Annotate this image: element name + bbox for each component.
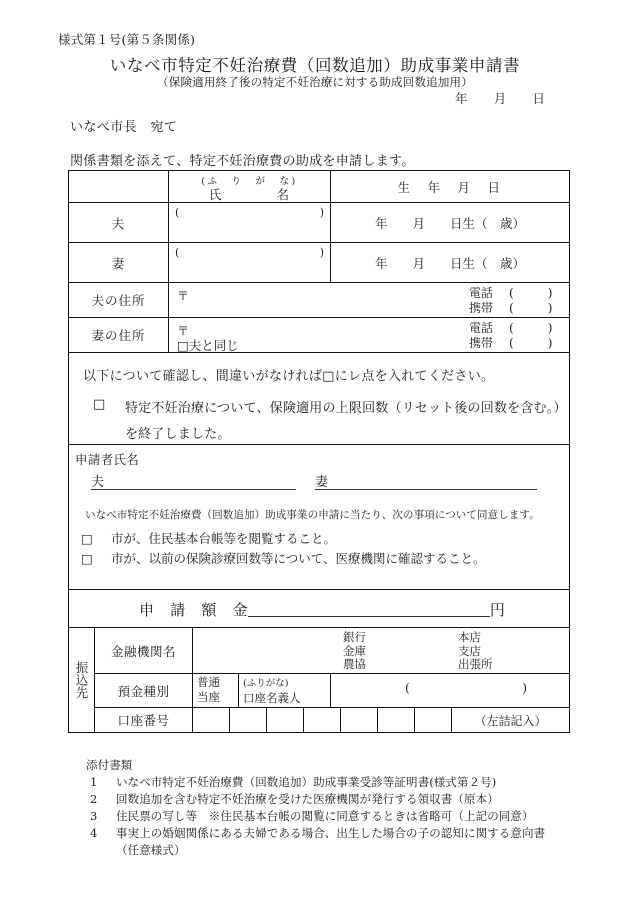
- husband-signature-field[interactable]: 夫: [91, 471, 296, 490]
- tel-label: 電話: [469, 286, 494, 300]
- institution-type-group[interactable]: [343, 631, 366, 672]
- date-day-label: 日: [532, 91, 546, 106]
- date-month-label: 月: [493, 91, 507, 106]
- addressee: いなべ市長 宛て: [70, 120, 178, 135]
- paren-close: ): [319, 206, 324, 219]
- husband-address-input[interactable]: [169, 283, 569, 317]
- institution-type-2[interactable]: 農協: [343, 657, 366, 671]
- tel-paren-open: (: [509, 286, 514, 300]
- attachment-number: 3: [90, 809, 98, 823]
- branch-type-0[interactable]: 本店: [458, 630, 481, 644]
- bank-side-label-text: 振込先: [74, 661, 89, 699]
- confirmation-checkbox[interactable]: □: [93, 397, 106, 412]
- row-label-husband-address: 夫の住所: [69, 283, 169, 317]
- attachments-list: [86, 757, 545, 859]
- list-item: [86, 774, 545, 791]
- amount-label-gaku: 額: [201, 601, 217, 619]
- postal-mark-icon: 〒: [177, 289, 190, 303]
- amount-line: [139, 599, 505, 620]
- attachment-text-continued: （任意様式）: [116, 843, 186, 857]
- attachment-number: 4: [90, 826, 98, 840]
- attachment-number: 2: [90, 792, 98, 806]
- same-as-husband-checkbox[interactable]: □夫と同じ: [177, 338, 239, 353]
- attachments-heading: 添付書類: [86, 758, 133, 772]
- bank-institution-row: [95, 628, 569, 674]
- list-item: [86, 808, 545, 825]
- agreement-item-1[interactable]: [81, 529, 336, 547]
- applicant-body: [69, 445, 569, 589]
- holder-paren-open: (: [405, 681, 410, 695]
- table-row: [69, 203, 569, 243]
- deposit-type-label: 預金種別: [95, 674, 193, 707]
- paren-pair: [175, 206, 324, 219]
- account-digit-cell[interactable]: [230, 708, 267, 732]
- account-digit-cell[interactable]: [267, 708, 304, 732]
- birth-label: 生 年 月 日: [397, 179, 503, 195]
- applicant-title: 申請者氏名: [75, 452, 140, 467]
- row-label-wife: 妻: [69, 243, 169, 282]
- holder-furigana-label: (ふりがな): [243, 678, 289, 689]
- bank-side-label: [69, 628, 95, 732]
- agreement-checkbox-2[interactable]: □: [81, 551, 93, 566]
- wife-name-input[interactable]: [169, 243, 331, 282]
- mobile-label: 携帯: [469, 301, 494, 315]
- table-row: [69, 283, 569, 318]
- furigana-label: (ふ り が な): [201, 176, 298, 187]
- list-item: [86, 791, 545, 808]
- header-birth-cell: [331, 171, 569, 202]
- attachment-text: 住民票の写し等 ※住民基本台帳の閲覧に同意するときは省略可（上記の同意）: [116, 809, 534, 823]
- institution-type-0[interactable]: 銀行: [343, 630, 366, 644]
- wife-signature-field[interactable]: 妻: [315, 471, 537, 490]
- wife-phone-block: [469, 321, 552, 351]
- header-blank-cell: [69, 171, 169, 202]
- attachment-number: 1: [90, 775, 98, 789]
- agreement-text-1: 市が、住民基本台帳等を閲覧すること。: [111, 531, 337, 546]
- mobile-paren-close: ): [547, 336, 553, 350]
- institution-label: 金融機関名: [95, 628, 193, 673]
- confirmation-item-line1: 特定不妊治療について、保険適用の上限回数（リセット後の回数を含む。）: [125, 401, 567, 416]
- date-line: [455, 89, 545, 107]
- paren-pair: [175, 246, 324, 259]
- wife-birth-text: 年 月 日生（ 歳）: [374, 255, 525, 271]
- amount-label-shin: 申: [139, 601, 155, 619]
- paren-open: (: [175, 206, 180, 219]
- agreement-item-2[interactable]: [81, 549, 486, 567]
- account-holder-label: [239, 674, 331, 707]
- branch-type-2[interactable]: 出張所: [458, 657, 493, 671]
- amount-label-sei: 請: [170, 601, 186, 619]
- confirmation-body: [69, 353, 569, 444]
- paren-open: (: [175, 246, 180, 259]
- attachment-text: いなべ市特定不妊治療費（回数追加）助成事業受診等証明書(様式第２号): [116, 775, 497, 789]
- branch-type-group[interactable]: [458, 631, 493, 672]
- account-digit-cell[interactable]: [304, 708, 341, 732]
- wife-address-input[interactable]: [169, 318, 569, 352]
- account-digit-cell[interactable]: [378, 708, 415, 732]
- amount-unit: 円: [489, 601, 506, 619]
- name-label: 氏 名: [208, 187, 290, 202]
- form-number: 様式第１号(第５条関係): [58, 32, 196, 47]
- amount-label-kin: 金: [232, 601, 248, 619]
- amount-body: [69, 590, 569, 627]
- table-row: [69, 243, 569, 283]
- deposit-type-options[interactable]: [193, 674, 239, 707]
- intro-statement: 関係書類を添えて、特定不妊治療費の助成を申請します。: [70, 154, 415, 169]
- agreement-checkbox-1[interactable]: □: [81, 531, 93, 546]
- bank-transfer-section: [69, 628, 569, 732]
- husband-birth-input[interactable]: [331, 203, 569, 242]
- confirmation-item-line2: を終了しました。: [125, 427, 231, 442]
- account-holder-input[interactable]: [331, 674, 569, 707]
- attachment-text: 回数追加を含む特定不妊治療を受けた医療機関が発行する領収書（原本）: [116, 792, 499, 806]
- mobile-paren-close: ): [547, 301, 553, 315]
- account-number-note: （左詰記入）: [474, 713, 547, 728]
- page-subtitle: （保険適用終了後の特定不妊治療に対する助成回数追加用）: [157, 75, 473, 89]
- institution-type-1[interactable]: 金庫: [343, 643, 366, 658]
- table-row: [69, 318, 569, 353]
- postal-mark-icon: 〒: [177, 324, 190, 338]
- husband-name-input[interactable]: [169, 203, 331, 242]
- mobile-paren-open: (: [509, 301, 514, 315]
- amount-section: [69, 590, 569, 628]
- deposit-type-0[interactable]: 普通: [197, 675, 220, 689]
- wife-birth-input[interactable]: [331, 243, 569, 282]
- agreement-text-2: 市が、以前の保険診療回数等について、医療機関に確認すること。: [111, 551, 486, 566]
- account-digit-cell[interactable]: [415, 708, 452, 732]
- bank-rows: [95, 628, 569, 732]
- account-digit-cell[interactable]: [341, 708, 378, 732]
- holder-paren-close: ): [522, 681, 527, 695]
- account-number-label: 口座番号: [95, 708, 193, 732]
- row-label-wife-address: 妻の住所: [69, 318, 169, 352]
- account-digit-cell[interactable]: [193, 708, 230, 732]
- row-label-husband: 夫: [69, 203, 169, 242]
- page-title: いなべ市特定不妊治療費（回数追加）助成事業申請書: [109, 56, 521, 75]
- attachment-text: 事実上の婚姻関係にある夫婦である場合、出生した場合の子の認知に関する意向書: [116, 826, 546, 840]
- tel-paren-open: (: [509, 321, 514, 335]
- husband-phone-block: [469, 286, 552, 316]
- branch-type-1[interactable]: 支店: [458, 643, 481, 658]
- institution-input[interactable]: [193, 628, 569, 673]
- confirmation-instruction: 以下について確認し、間違いがなければ□にレ点を入れてください。: [83, 369, 495, 384]
- mobile-label: 携帯: [469, 336, 494, 350]
- holder-name-label: 口座名義人: [243, 691, 301, 705]
- main-form-table: [68, 170, 570, 733]
- bank-account-row: [95, 708, 569, 732]
- confirmation-section: [69, 353, 569, 445]
- applicant-consent-note: いなべ市特定不妊治療費（回数追加）助成事業の申請に当たり、次の事項について同意します。: [85, 509, 540, 521]
- mobile-paren-open: (: [509, 336, 514, 350]
- paren-close: ): [319, 246, 324, 259]
- date-year-label: 年: [455, 91, 468, 106]
- applicant-section: [69, 445, 569, 590]
- account-number-boxes[interactable]: [193, 708, 569, 732]
- deposit-type-1[interactable]: 当座: [197, 690, 220, 704]
- header-name-cell: [169, 171, 331, 202]
- husband-birth-text: 年 月 日生（ 歳）: [374, 215, 525, 231]
- amount-input[interactable]: [248, 600, 490, 617]
- bank-deposit-row: [95, 674, 569, 708]
- tel-paren-close: ): [547, 286, 553, 300]
- table-header-row: [69, 171, 569, 203]
- tel-paren-close: ): [547, 321, 553, 335]
- tel-label: 電話: [469, 321, 494, 335]
- list-item: [86, 825, 545, 859]
